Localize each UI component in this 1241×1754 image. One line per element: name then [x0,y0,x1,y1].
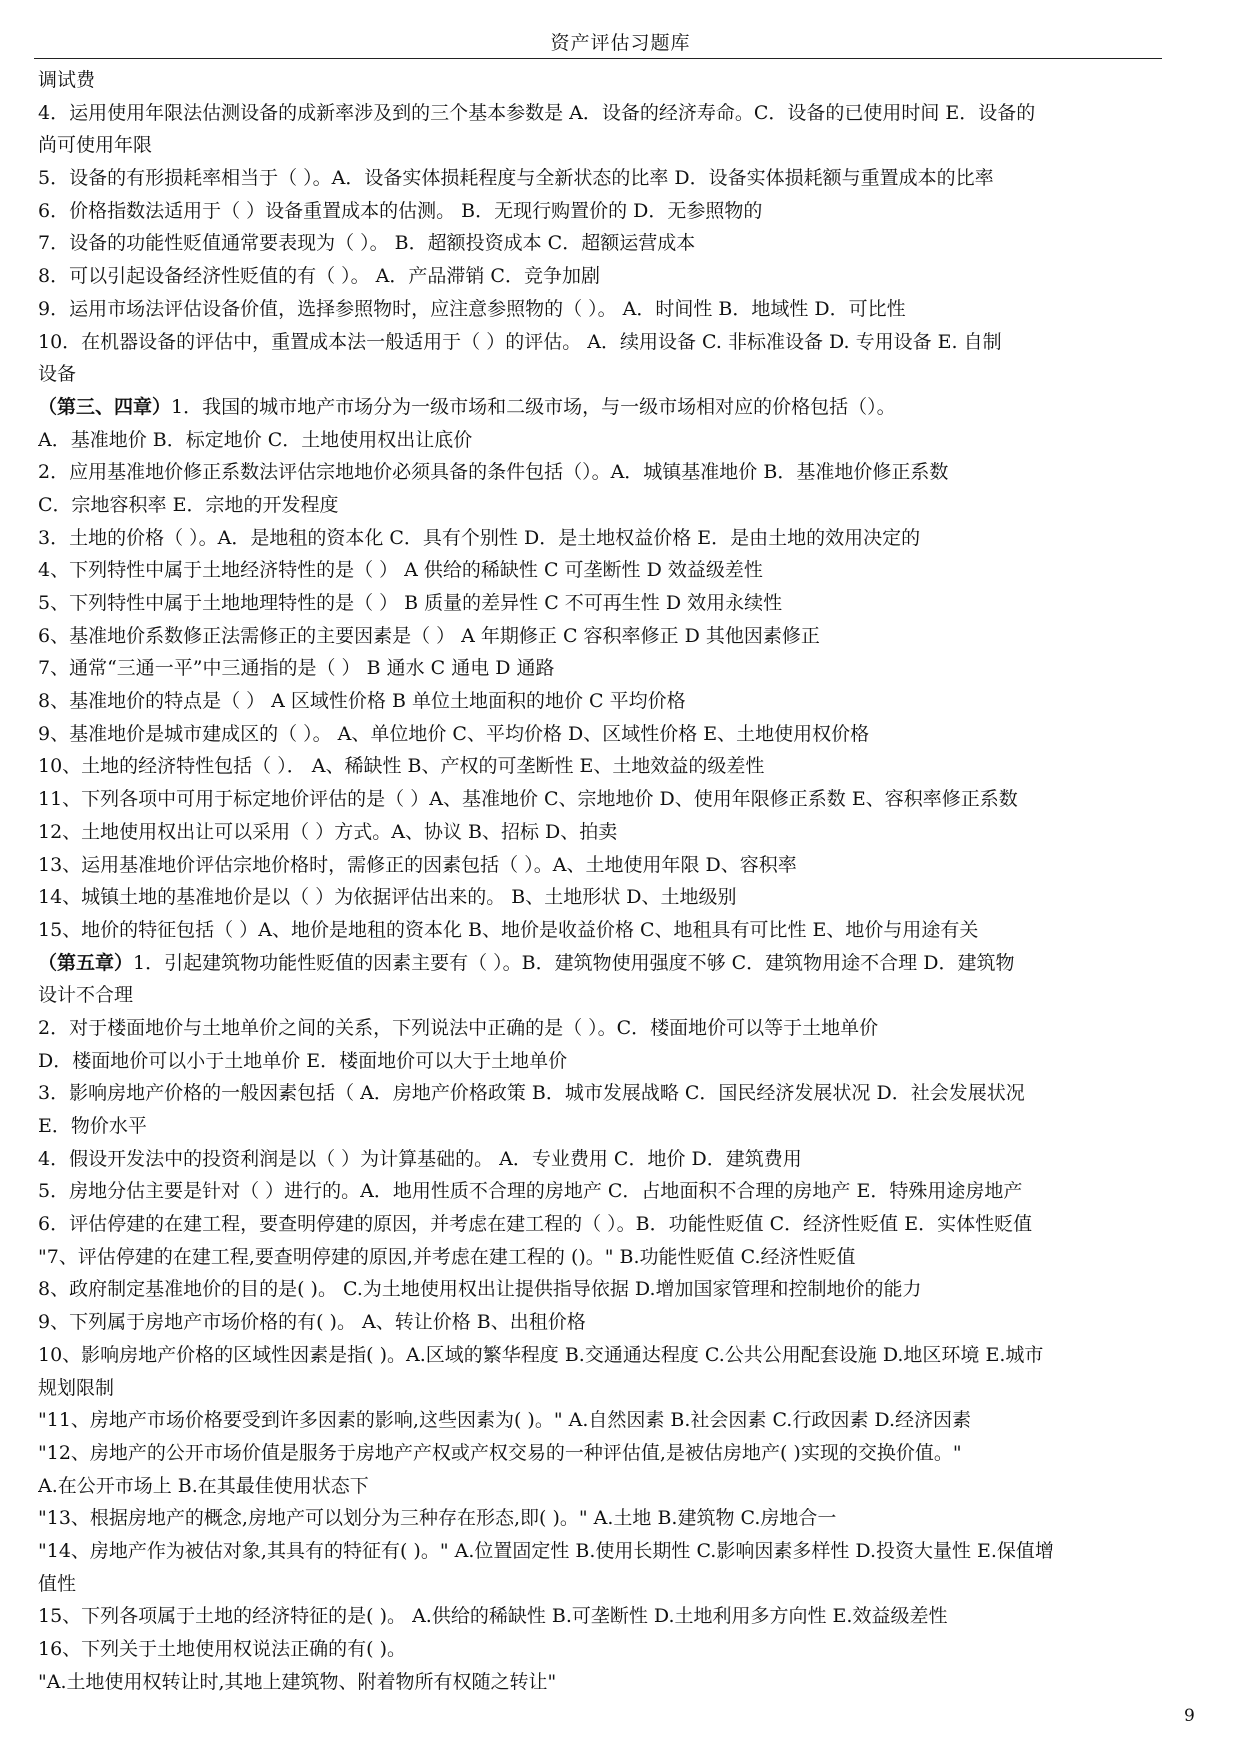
text-line [38,391,1210,424]
line-text: A．基准地价 B．标定地价 C．土地使用权出让底价 [38,428,473,451]
text-line [38,1568,1210,1601]
text-line [38,129,1210,162]
text-line [38,1241,1210,1274]
page-number: 9 [1184,1706,1195,1726]
text-line [38,1600,1210,1633]
text-line [38,97,1210,130]
text-line [38,1110,1210,1143]
text-line [38,1666,1210,1699]
line-text: 8、基准地价的特点是（ ） A 区域性价格 B 单位土地面积的地价 C 平均价格 [38,690,686,713]
text-line [38,1306,1210,1339]
text-line [38,685,1210,718]
line-text: 9、下列属于房地产市场价格的有( )。 A、转让价格 B、出租价格 [38,1311,586,1334]
text-line [38,881,1210,914]
line-text: 15、下列各项属于土地的经济特征的是( )。 A.供给的稀缺性 B.可垄断性 D.土地利用多方向性 E.效益级差性 [38,1605,948,1628]
line-text: 调试费 [38,69,96,91]
line-text: "13、根据房地产的概念,房地产可以划分为三种存在形态,即( )。" A.土地 B.建筑物 C.房地合一 [38,1507,837,1530]
line-text: E．物价水平 [38,1115,147,1137]
line-text: 6、基准地价系数修正法需修正的主要因素是（ ） A 年期修正 C 容积率修正 D 其他因素修正 [38,624,820,647]
line-text: 13、运用基准地价评估宗地价格时，需修正的因素包括（ ）。A、土地使用年限 D、容积率 [38,853,797,876]
text-line [38,162,1210,195]
text-line [38,358,1210,391]
line-text: 8．可以引起设备经济性贬值的有（ ）。 A．产品滞销 C．竞争加剧 [38,265,600,288]
line-text: 9、基准地价是城市建成区的（ ）。 A、单位地价 C、平均价格 D、区域性价格 E、土地使用权价格 [38,722,870,745]
text-line [38,1045,1210,1078]
line-text: 6．评估停建的在建工程，要查明停建的原因，并考虑在建工程的（ ）。B．功能性贬值 C．经济性贬值 E．实体性贬值 [38,1213,1033,1236]
text-line [38,1502,1210,1535]
text-line [38,1535,1210,1568]
line-text: "11、房地产市场价格要受到许多因素的影响,这些因素为( )。" A.自然因素 B.社会因素 C.行政因素 D.经济因素 [38,1409,971,1432]
line-text: 16、下列关于土地使用权说法正确的有( )。 [38,1638,407,1660]
line-text: 10、影响房地产价格的区域性因素是指( )。A.区域的繁华程度 B.交通通达程度 C.公共公用配套设施 D.地区环境 E.城市 [38,1343,1044,1366]
text-line [38,1372,1210,1405]
page-header-title: 资产评估习题库 [550,32,691,54]
line-text: "7、评估停建的在建工程,要查明停建的原因,并考虑在建工程的 ()。" B.功能性贬值 C.经济性贬值 [38,1245,856,1268]
line-text: 7、通常“三通一平”中三通指的是（ ） B 通水 C 通电 D 通路 [38,657,555,680]
text-line [38,718,1210,751]
text-line [38,1339,1210,1372]
text-line [38,979,1210,1012]
header-divider [34,58,1162,59]
line-text: 规划限制 [38,1376,115,1399]
line-text: 8、政府制定基准地价的目的是( )。 C.为土地使用权出让提供指导依据 D.增加国家管理和控制地价的能力 [38,1278,922,1301]
text-line [38,456,1210,489]
line-text: 9．运用市场法评估设备价值，选择参照物时，应注意参照物的（ ）。 A．时间性 B．地域性 D．可比性 [38,297,906,320]
chapter-heading: （第三、四章） [38,395,172,418]
text-line [38,1633,1210,1666]
text-line [38,195,1210,228]
line-text: 5、下列特性中属于土地地理特性的是（ ） B 质量的差异性 C 不可再生性 D 效用永续性 [38,592,783,614]
line-text: 尚可使用年限 [38,134,153,157]
text-line [38,1273,1210,1306]
line-text: A.在公开市场上 B.在其最佳使用状态下 [38,1474,369,1497]
line-text: 1．我国的城市地产市场分为一级市场和二级市场，与一级市场相对应的价格包括（）。 [171,395,896,418]
text-line [38,554,1210,587]
text-line [38,783,1210,816]
text-line [38,914,1210,947]
line-text: 5．房地分估主要是针对（ ）进行的。A．地用性质不合理的房地产 C．占地面积不合理的房地产 E．特殊用途房地产 [38,1180,1023,1203]
line-text: 2．应用基准地价修正系数法评估宗地地价必须具备的条件包括（）。A．城镇基准地价 B．基准地价修正系数 [38,461,949,484]
text-line [38,1077,1210,1110]
line-text: 15、地价的特征包括（ ）A、地价是地租的资本化 B、地价是收益价格 C、地租具有可比性 E、地价与用途有关 [38,918,979,941]
text-line [38,522,1210,555]
text-line [38,947,1210,980]
text-line [38,652,1210,685]
chapter-heading: （第五章） [38,951,134,974]
text-line [38,424,1210,457]
text-line [38,1437,1210,1470]
line-text: 12、土地使用权出让可以采用（ ）方式。A、协议 B、招标 D、拍卖 [38,820,618,843]
text-line [38,489,1210,522]
line-text: 4．运用使用年限法估测设备的成新率涉及到的三个基本参数是 A．设备的经济寿命。C．设备的已使用时间 E．设备的 [38,101,1036,124]
text-line [38,1208,1210,1241]
text-line [38,587,1210,620]
line-text: 7．设备的功能性贬值通常要表现为（ ）。 B．超额投资成本 C．超额运营成本 [38,232,696,255]
line-text: "12、房地产的公开市场价值是服务于房地产产权或产权交易的一种评估值,是被估房地产( )实现的交换价值。" [38,1441,962,1464]
line-text: 4、下列特性中属于土地经济特性的是（ ） A 供给的稀缺性 C 可垄断性 D 效益级差性 [38,559,763,582]
line-text: 14、城镇土地的基准地价是以（ ）为依据评估出来的。 B、土地形状 D、土地级别 [38,886,737,909]
line-text: D．楼面地价可以小于土地单价 E．楼面地价可以大于土地单价 [38,1049,568,1072]
text-line [38,1404,1210,1437]
line-text: 设备 [38,363,77,386]
text-line [38,750,1210,783]
text-line [38,293,1210,326]
text-line [38,260,1210,293]
text-line [38,227,1210,260]
line-text: C．宗地容积率 E．宗地的开发程度 [38,493,339,516]
text-line [38,326,1210,359]
text-line [38,620,1210,653]
line-text: 5．设备的有形损耗率相当于（ ）。A．设备实体损耗程度与全新状态的比率 D．设备实体损耗额与重置成本的比率 [38,167,994,190]
text-line [38,1470,1210,1503]
line-text: "14、房地产作为被估对象,其具有的特征有( )。" A.位置固定性 B.使用长期性 C.影响因素多样性 D.投资大量性 E.保值增 [38,1539,1054,1562]
line-text: 6．价格指数法适用于（ ）设备重置成本的估测。 B．无现行购置价的 D．无参照物的 [38,199,763,222]
text-line [38,64,1210,97]
text-line [38,849,1210,882]
line-text: 3．土地的价格（ ）。A．是地租的资本化 C．具有个别性 D．是土地权益价格 E．是由土地的效用决定的 [38,526,921,549]
line-text: 10、土地的经济特性包括（ ）． A、稀缺性 B、产权的可垄断性 E、土地效益的级差性 [38,755,765,778]
document-body [38,64,1210,1698]
text-line [38,1175,1210,1208]
line-text: 10．在机器设备的评估中，重置成本法一般适用于（ ）的评估。 A．续用设备 C. 非标准设备 D. 专用设备 E. 自制 [38,330,1002,353]
line-text: 1．引起建筑物功能性贬值的因素主要有（ ）。B．建筑物使用强度不够 C．建筑物用途不合理 D．建筑物 [133,951,1015,974]
line-text: 11、下列各项中可用于标定地价评估的是（ ）A、基准地价 C、宗地地价 D、使用年限修正系数 E、容积率修正系数 [38,788,1018,811]
text-line [38,1012,1210,1045]
line-text: 值性 [38,1572,77,1595]
line-text: 2．对于楼面地价与土地单价之间的关系，下列说法中正确的是（ ）。C．楼面地价可以等于土地单价 [38,1016,879,1039]
line-text: 设计不合理 [38,984,134,1007]
text-line [38,816,1210,849]
line-text: 3．影响房地产价格的一般因素包括（ A．房地产价格政策 B．城市发展战略 C．国民经济发展状况 D．社会发展状况 [38,1082,1025,1105]
text-line [38,1143,1210,1176]
line-text: 4．假设开发法中的投资利润是以（ ）为计算基础的。 A．专业费用 C．地价 D．建筑费用 [38,1147,802,1170]
line-text: "A.土地使用权转让时,其地上建筑物、附着物所有权随之转让" [38,1670,557,1693]
